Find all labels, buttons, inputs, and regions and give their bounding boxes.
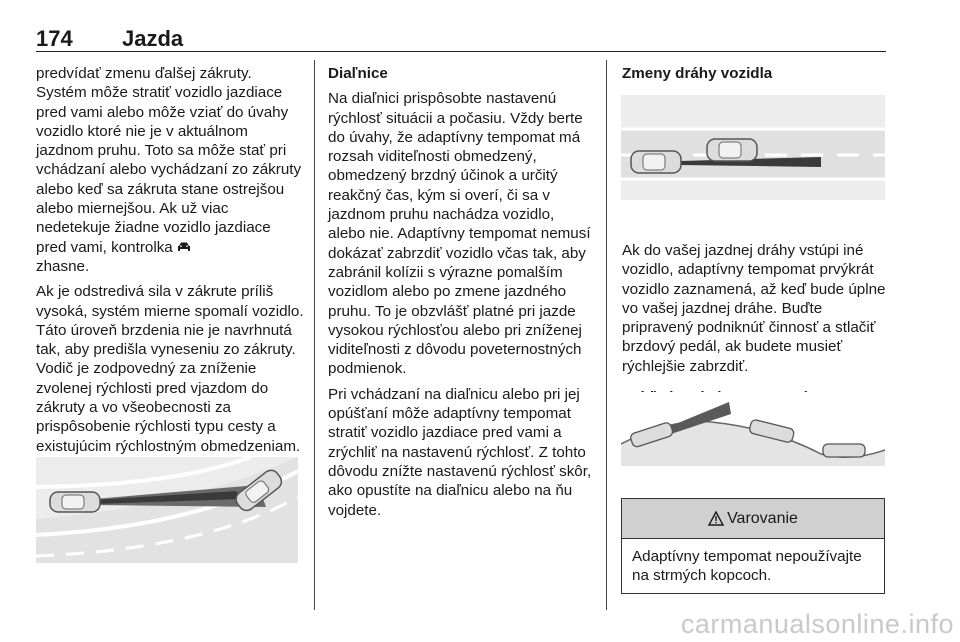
column-divider-1 — [314, 60, 315, 610]
column-3-lower — [622, 241, 888, 413]
highway-heading: Diaľnice — [328, 65, 388, 82]
hill-car-3 — [823, 444, 865, 457]
column-3 — [622, 64, 888, 89]
page-header — [36, 26, 886, 54]
warning-title: Varovanie — [727, 509, 798, 527]
column1-paragraph-1 — [36, 64, 304, 276]
warning-triangle-icon — [708, 511, 724, 526]
column2-paragraph-1: Na diaľnici prispôsobte nastavenú rýchlosť situácii a počasiu. Vždy berte do úvahy, že adaptívny tempomat má rozsah viditeľnosti obmedzený, obmedzený brzdný účinok a určitý reakčný čas, kým si overí, či sa v jazdnom pruhu nachádza vozidlo, alebo nie. Adaptívny tempomat nemusí dokázať zabrzdiť vozidlo včas tak, aby zabránil kolízii s výrazne pomalším vozidlom alebo po zmene jazdného pruhu. To je obzvlášť platné pri jazde vysokou rýchlosťou alebo pri zníženej viditeľnosti z dôvodu poveternostných podmienok. — [328, 90, 591, 378]
section-title: Jazda — [122, 26, 184, 51]
column1-p1-text: predvídať zmenu ďalšej zákruty. Systém môže stratiť vozidlo jazdiace pred vami alebo môže vziať do úvahy vozidlo ktoré nie je v aktuálnom jazdnom pruhu. Toto sa môže stať pri vchádzaní alebo vychádzaní zo zákruty alebo keď sa zákruta stane ostrejšou alebo miernejšou. Ak už viac nedetekuje žiadne vozidlo jazdiace pred vami, kontrolka — [36, 65, 302, 256]
lane-change-illustration — [621, 95, 885, 200]
own-car — [50, 492, 100, 512]
lane-change-heading: Zmeny dráhy vozidla — [622, 65, 773, 82]
own-car-lane — [631, 151, 681, 173]
page-number: 174 — [36, 26, 73, 51]
lane-change-paragraph: Ak do vašej jazdnej dráhy vstúpi iné vozidlo, adaptívny tempomat prvýkrát vozidlo zaznamená, až keď bude úplne vo vašej jazdnej dráhe. Buďte pripravený podniknúť činnosť a stlačiť brzdový pedál, ak budete musieť rýchlejšie zabrzdiť. — [622, 242, 886, 375]
curve-illustration — [36, 457, 298, 563]
warning-text: Adaptívny tempomat nepoužívajte na strmých kopcoch. — [632, 548, 862, 585]
column1-p1-end: zhasne. — [36, 257, 90, 275]
warning-box — [621, 498, 885, 594]
hills-illustration — [621, 392, 885, 466]
column-1 — [36, 64, 304, 462]
column-divider-2 — [606, 60, 607, 610]
column1-paragraph-2: Ak je odstredivá sila v zákrute príliš vysoká, systém mierne spomalí vozidlo. Táto úroveň brzdenia nie je navrhnutá tak, aby predišla vyneseniu zo zákruty. Vodič je zodpovedný za zníženie zvolenej rýchlosti pred vjazdom do zákruty a vo všeobecnosti za prispôsobenie rýchlosti typu cesty a existujúcim rýchlostným obmedzeniam. — [36, 283, 304, 455]
header-rule — [36, 51, 886, 52]
column-2 — [328, 64, 594, 526]
car-indicator-icon — [177, 241, 191, 253]
column2-paragraph-2: Pri vchádzaní na diaľnicu alebo pri jej opúšťaní môže adaptívny tempomat stratiť vozidlo jazdiace pred vami a zrýchliť na nastavenú rýchlosť. Z tohto dôvodu znížte nastavenú rýchlosť skôr, ako opustíte na diaľnicu alebo na ňu vojdete. — [328, 385, 592, 519]
watermark: carmanualsonline.info — [680, 609, 954, 639]
warning-header — [622, 499, 884, 539]
merging-car — [707, 139, 757, 161]
